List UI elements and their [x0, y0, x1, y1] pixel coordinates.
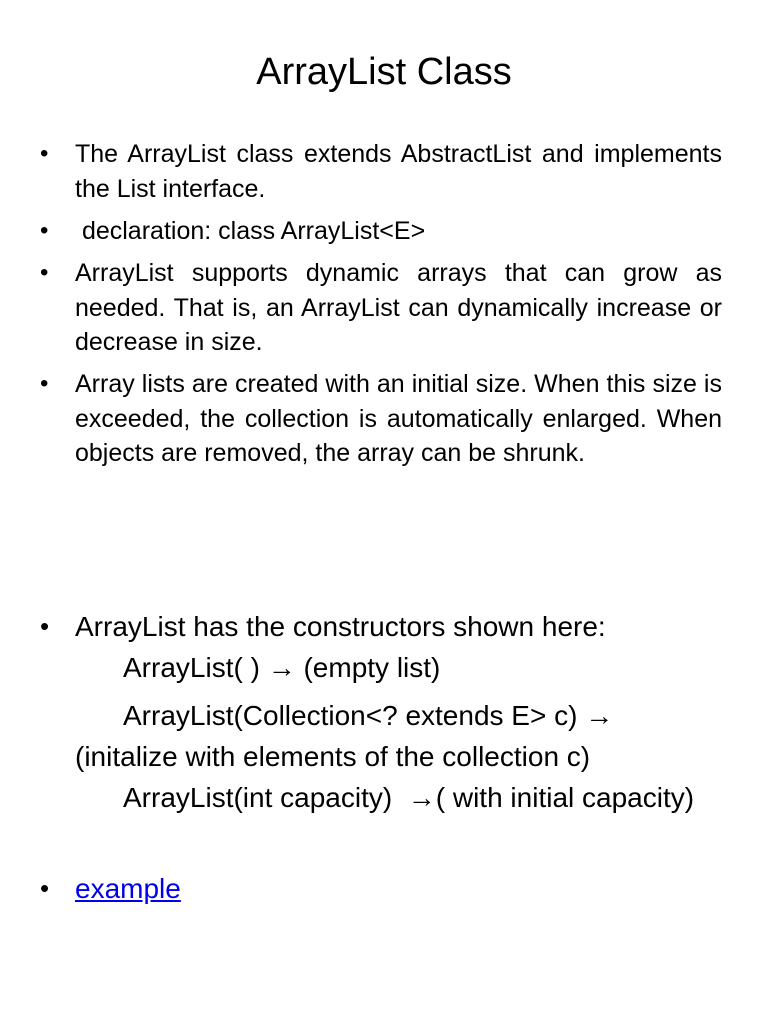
bullet-constructors	[40, 606, 722, 818]
constructor-signature: ArrayList(int capacity)	[123, 782, 408, 813]
slide-title: ArrayList Class	[256, 51, 512, 93]
constructor-description: (empty list)	[295, 652, 441, 683]
bullet-text: ArrayList supports dynamic arrays that can grow as needed. That is, an ArrayList can dynamically increase or decrease in size.	[75, 259, 722, 356]
constructor-signature: ArrayList( )	[123, 652, 268, 683]
bullet-dot: •	[40, 370, 49, 397]
constructors-intro: ArrayList has the constructors shown here:	[75, 611, 606, 642]
bullet-extends	[40, 137, 722, 206]
constructor-default	[75, 647, 722, 688]
bullet-dot: •	[40, 611, 50, 641]
constructor-description: (initalize with elements of the collection c)	[75, 741, 591, 772]
bullet-dot: •	[40, 259, 49, 286]
arrow-icon: →	[267, 652, 296, 683]
bullet-dynamic-arrays	[40, 256, 722, 360]
arrow-icon: →	[585, 700, 614, 731]
bullet-text: declaration: class ArrayList<E>	[75, 217, 426, 245]
bullet-dot: •	[40, 217, 49, 244]
constructor-signature: ArrayList(Collection<? extends E> c)	[123, 700, 586, 731]
constructor-collection	[75, 695, 722, 777]
bullet-example	[40, 868, 722, 909]
constructor-capacity	[75, 777, 722, 818]
example-link[interactable]: example	[75, 873, 181, 904]
bullet-declaration	[40, 214, 722, 249]
bullet-text: The ArrayList class extends AbstractList and implements the List interface.	[75, 140, 722, 203]
bullet-dot: •	[40, 140, 49, 167]
bullet-dot: •	[40, 873, 50, 903]
arrow-icon: →	[407, 782, 436, 813]
bullet-initial-size	[40, 367, 722, 471]
constructor-description: ( with initial capacity)	[435, 782, 695, 813]
bullet-text: Array lists are created with an initial size. When this size is exceeded, the collection is automatically enlarged. When objects are removed, the array can be shrunk.	[75, 370, 722, 467]
